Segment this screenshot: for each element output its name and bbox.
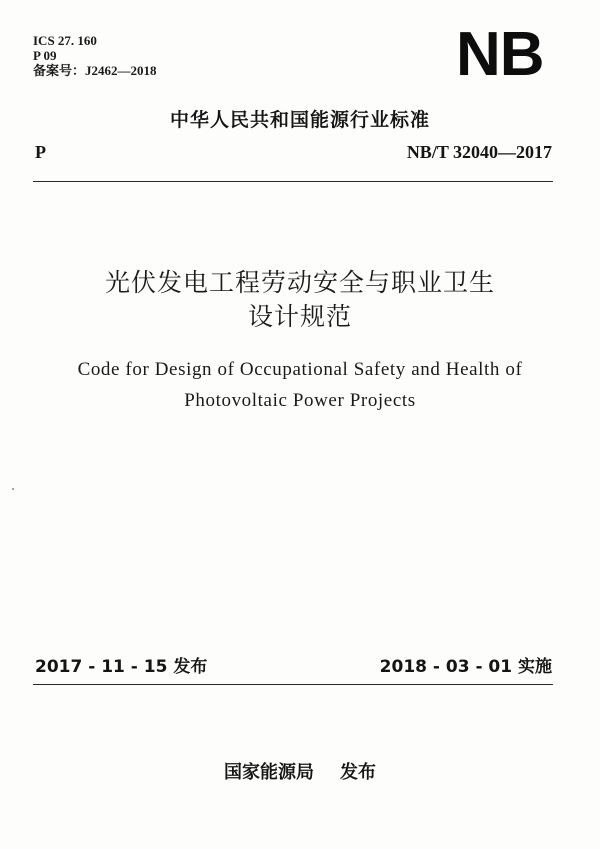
english-title-line-1: Code for Design of Occupational Safety and Health of: [77, 359, 523, 380]
top-divider: [33, 181, 553, 182]
scan-speck: [12, 488, 14, 490]
english-title-line-2: Photovoltaic Power Projects: [184, 390, 416, 411]
filing-number: 备案号：J2462—2018: [33, 63, 157, 78]
english-title: [0, 354, 600, 416]
nb-logo: NB: [456, 20, 544, 89]
classification-block: [33, 33, 157, 78]
classification-code: P 09: [33, 48, 57, 63]
issuing-authority-heading: 中华人民共和国能源行业标准: [169, 109, 430, 131]
publisher-name: 国家能源局: [224, 762, 314, 783]
bottom-divider: [33, 684, 553, 685]
standard-category: P: [35, 142, 46, 162]
effective-date: 2018 - 03 - 01 实施: [379, 657, 552, 677]
standard-number: NB/T 32040—2017: [406, 142, 552, 162]
chinese-title-line-2: 设计规范: [247, 302, 352, 331]
chinese-title-line-1: 光伏发电工程劳动安全与职业卫生: [104, 268, 495, 297]
ics-code: ICS 27. 160: [33, 33, 97, 48]
publisher-action: 发布: [340, 762, 376, 783]
issue-date: 2017 - 11 - 15 发布: [35, 657, 208, 677]
chinese-title: [0, 266, 600, 334]
publisher-line: [0, 758, 600, 784]
